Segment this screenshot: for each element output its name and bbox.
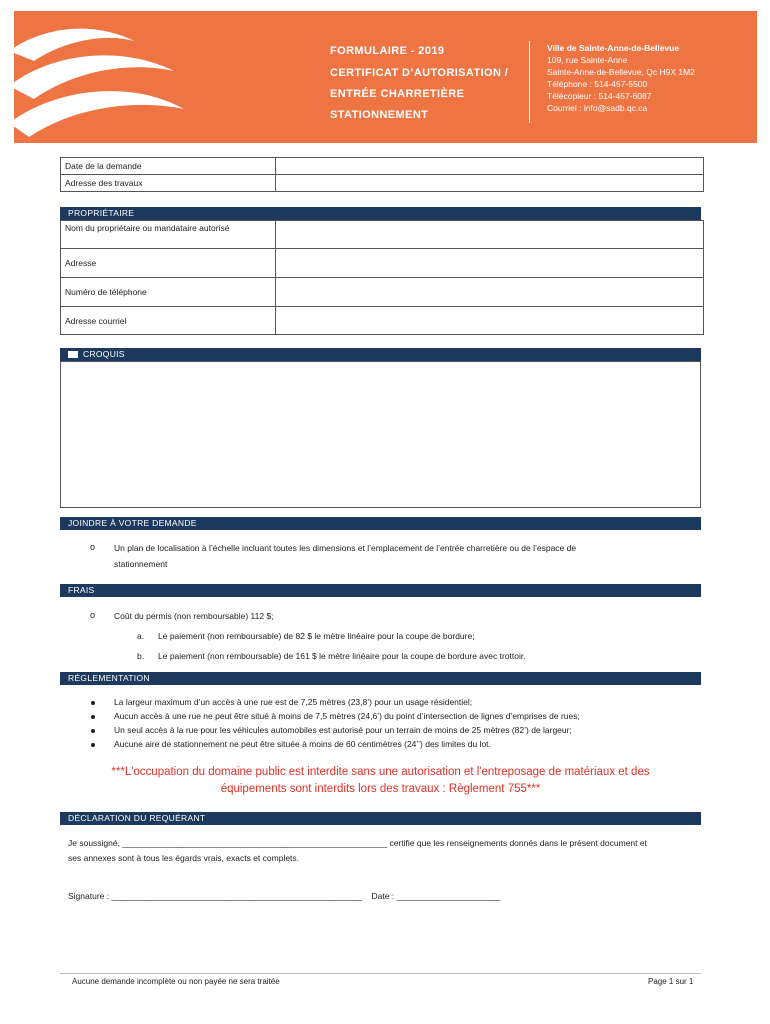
request-date-field[interactable] bbox=[276, 158, 704, 175]
owner-section-header: PROPRIÉTAIRE bbox=[60, 207, 701, 220]
fee-permit-text: Coût du permis (non remboursable) 112 $; bbox=[114, 611, 274, 621]
attach-section-header: JOINDRE À VOTRE DEMANDE bbox=[60, 517, 701, 530]
regulation-section-header: RÉGLEMENTATION bbox=[60, 672, 701, 685]
address-line-1: 109, rue Sainte-Anne bbox=[547, 55, 628, 65]
owner-table bbox=[60, 220, 704, 335]
declaration-line-2: ses annexes sont à tous les égards vrais, exacts et complets. bbox=[68, 853, 300, 863]
owner-name-field[interactable] bbox=[276, 221, 704, 249]
date-label: Date : bbox=[371, 891, 397, 901]
request-date-label: Date de la demande bbox=[61, 158, 276, 175]
email-line: Courriel : info@sadb.qc.ca bbox=[547, 103, 648, 113]
fee-sub-marker-b: b. bbox=[137, 651, 145, 661]
bullet-dot-icon bbox=[91, 729, 95, 733]
bullet-dot-icon bbox=[91, 715, 95, 719]
attach-item-line-1: Un plan de localisation à l’échelle incluant toutes les dimensions et l’emplacement de l’entrée charretière ou de l’espace de bbox=[114, 543, 577, 553]
regulation-item: Aucune aire de stationnement ne peut être située à moins de 60 centimètres (24’’) des limites du lot. bbox=[114, 739, 491, 749]
owner-phone-field[interactable] bbox=[276, 278, 704, 307]
signature-label: Signature : bbox=[68, 891, 112, 901]
regulation-item: Un seul accès à la rue pour les véhicules automobiles est autorisé pour un terrain de moins de 25 mètres (82’) de largeur; bbox=[114, 725, 572, 735]
owner-email-label: Adresse courriel bbox=[61, 307, 276, 335]
sketch-area[interactable] bbox=[60, 361, 701, 508]
fee-sub-item-b: Le paiement (non remboursable) de 161 $ le mètre linéaire pour la coupe de bordure avec trottoir. bbox=[158, 651, 526, 661]
owner-name-label: Nom du propriétaire ou mandataire autorisé bbox=[61, 221, 276, 249]
footer-note: Aucune demande incomplète ou non payée ne sera traitée bbox=[72, 977, 280, 986]
regulation-item: Aucun accès à une rue ne peut être situé à moins de 7,5 mètres (24,6’) du point d’intersection de lignes d’emprises de rues; bbox=[114, 711, 580, 721]
header-banner bbox=[14, 11, 757, 143]
sketch-heading: CROQUIS bbox=[83, 349, 125, 359]
wave-logo-icon bbox=[14, 11, 214, 143]
address-line-2: Sainte-Anne-de-Bellevue, Qc H9X 1M2 bbox=[547, 67, 695, 77]
fee-sub-item-a: Le paiement (non remboursable) de 82 $ le mètre linéaire pour la coupe de bordure; bbox=[158, 631, 475, 641]
fees-section-header: FRAIS bbox=[60, 584, 701, 597]
request-table bbox=[60, 157, 704, 192]
footer-divider bbox=[60, 973, 701, 974]
bullet-dot-icon bbox=[91, 743, 95, 747]
square-icon bbox=[68, 351, 78, 358]
declaration-section-header: DÉCLARATION DU REQUÉRANT bbox=[60, 812, 701, 825]
public-domain-warning-line-2: équipements sont interdits lors des travaux : Règlement 755*** bbox=[220, 783, 541, 795]
work-address-label: Adresse des travaux bbox=[61, 175, 276, 192]
form-title-line-4: STATIONNEMENT bbox=[330, 109, 429, 121]
public-domain-warning-line-1: ***L'occupation du domaine public est interdite sans une autorisation et l'entreposage de matériaux et des bbox=[111, 766, 650, 778]
fee-sub-marker-a: a. bbox=[137, 631, 145, 641]
declaration-line-1 bbox=[68, 838, 647, 848]
phone-line: Téléphone : 514-457-5500 bbox=[547, 79, 648, 89]
signature-row bbox=[68, 891, 501, 901]
signature-field[interactable]: _____________________________________________________ bbox=[111, 891, 363, 901]
declaration-prefix: Je soussigné, bbox=[68, 838, 123, 848]
form-title-line-3: ENTRÉE CHARRETIÈRE bbox=[330, 88, 465, 100]
bullet-dot-icon bbox=[91, 701, 95, 705]
date-field[interactable]: ______________________ bbox=[396, 891, 501, 901]
form-title-line-2: CERTIFICAT D’AUTORISATION / bbox=[330, 67, 509, 79]
header-divider bbox=[529, 41, 530, 123]
attach-item-line-2: stationnement bbox=[114, 559, 168, 569]
circle-bullet-icon: o bbox=[90, 542, 96, 552]
form-title-line-1: FORMULAIRE - 2019 bbox=[330, 45, 445, 57]
circle-bullet-icon: o bbox=[90, 610, 96, 620]
org-name: Ville de Sainte-Anne-de-Bellevue bbox=[547, 43, 680, 53]
owner-address-label: Adresse bbox=[61, 249, 276, 278]
fax-line: Télécopieur : 514-457-6087 bbox=[547, 91, 652, 101]
owner-phone-label: Numéro de téléphone bbox=[61, 278, 276, 307]
page-number: Page 1 sur 1 bbox=[648, 977, 694, 986]
declaration-suffix: certifie que les renseignements donnés dans le présent document et bbox=[387, 838, 647, 848]
sketch-section-header bbox=[60, 348, 701, 361]
declarant-name-field[interactable]: ________________________________________________________ bbox=[122, 838, 388, 848]
regulation-item: La largeur maximum d’un accès à une rue est de 7,25 mètres (23,8’) pour un usage résidentiel; bbox=[114, 697, 473, 707]
owner-email-field[interactable] bbox=[276, 307, 704, 335]
work-address-field[interactable] bbox=[276, 175, 704, 192]
owner-address-field[interactable] bbox=[276, 249, 704, 278]
